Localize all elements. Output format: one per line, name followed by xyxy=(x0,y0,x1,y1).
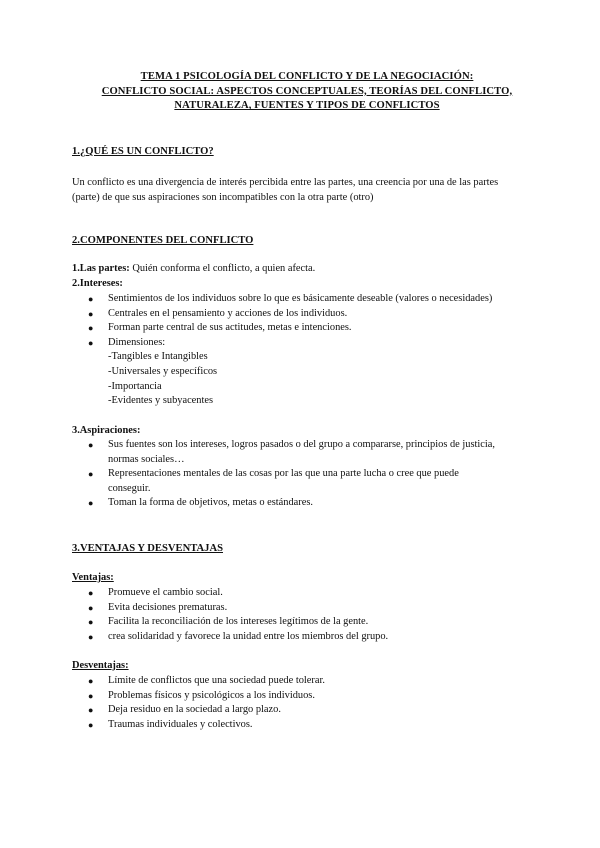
list-item: ● Traumas individuales y colectivos. xyxy=(72,718,542,733)
dimension-item: -Tangibles e Intangibles xyxy=(108,351,208,363)
partes-text: Quién conforma el conflicto, a quien afecta. xyxy=(129,263,316,274)
ventajas-label: Ventajas: xyxy=(72,572,114,583)
list-item: ● Dimensiones: xyxy=(72,336,542,351)
bullet-icon: ● xyxy=(88,440,94,450)
dimension-item: -Importancia xyxy=(108,380,162,392)
bullet-icon: ● xyxy=(88,469,94,480)
bullet-icon: ● xyxy=(88,719,94,730)
dimension-item: -Universales y específicos xyxy=(108,365,218,377)
aspiraciones-list xyxy=(72,438,542,511)
title-line-3: NATURALEZA, FUENTES Y TIPOS DE CONFLICTOS xyxy=(174,100,440,112)
partes-paragraph xyxy=(72,262,542,277)
dimension-item: -Evidentes y subyacentes xyxy=(108,395,214,407)
list-item: ● Sentimientos de los individuos sobre lo que es básicamente deseable (valores o necesidades) xyxy=(72,292,542,307)
bullet-icon: ● xyxy=(88,337,94,348)
section-1-paragraph xyxy=(72,176,542,205)
aspiraciones-label: 3.Aspiraciones: xyxy=(72,425,141,436)
paragraph-line: (parte) de que sus aspiraciones son incompatibles con la otra parte (otro) xyxy=(72,191,374,203)
list-item: ● Evita decisiones prematuras. xyxy=(72,601,542,616)
list-item: ● Sus fuentes son los intereses, logros pasados o del grupo a compararse, principios de justicia, normas sociales… xyxy=(88,439,495,465)
paragraph-line: Un conflicto es una divergencia de interés percibida entre las partes, una creencia por una de las partes xyxy=(72,177,499,188)
list-item: ● Toman la forma de objetivos, metas o estándares. xyxy=(72,496,542,511)
bullet-icon: ● xyxy=(88,498,94,509)
dimensiones-list xyxy=(72,350,542,408)
desventajas-list xyxy=(72,674,542,732)
section-2-heading: 2.COMPONENTES DEL CONFLICTO xyxy=(72,235,254,246)
bullet-icon: ● xyxy=(88,323,94,334)
intereses-list xyxy=(72,292,542,409)
list-item: ● Centrales en el pensamiento y acciones de los individuos. xyxy=(72,307,542,322)
list-item: ● Facilita la reconciliación de los intereses legítimos de la gente. xyxy=(72,615,542,630)
list-item: ● crea solidaridad y favorece la unidad entre los miembros del grupo. xyxy=(72,630,542,645)
list-item: ● Representaciones mentales de las cosas por las que una parte lucha o cree que puede conseguir. xyxy=(88,468,459,494)
bullet-icon: ● xyxy=(88,308,94,319)
list-item: ● Forman parte central de sus actitudes, metas e intenciones. xyxy=(72,321,542,336)
title-line-1: TEMA 1 PSICOLOGÍA DEL CONFLICTO Y DE LA NEGOCIACIÓN: xyxy=(140,71,474,82)
list-item: ● Problemas físicos y psicológicos a los individuos. xyxy=(72,689,542,704)
bullet-icon: ● xyxy=(88,676,94,686)
bullet-icon: ● xyxy=(88,690,94,701)
title-line-2: CONFLICTO SOCIAL: ASPECTOS CONCEPTUALES, TEORÍAS DEL CONFLICTO, xyxy=(101,85,513,97)
bullet-icon: ● xyxy=(88,294,94,304)
bullet-icon: ● xyxy=(88,631,94,642)
document-title xyxy=(72,70,542,114)
desventajas-label: Desventajas: xyxy=(72,660,129,671)
partes-label: 1.Las partes: xyxy=(72,263,130,274)
list-item: ● Deja residuo en la sociedad a largo plazo. xyxy=(72,703,542,718)
list-item: ● Promueve el cambio social. xyxy=(72,586,542,601)
intereses-label: 2.Intereses: xyxy=(72,278,123,289)
bullet-icon: ● xyxy=(88,602,94,613)
section-3-heading: 3.VENTAJAS Y DESVENTAJAS xyxy=(72,543,223,554)
bullet-icon: ● xyxy=(88,617,94,628)
list-item: ● Límite de conflictos que una sociedad puede tolerar. xyxy=(72,674,542,689)
section-1-heading: 1.¿QUÉ ES UN CONFLICTO? xyxy=(72,146,214,157)
ventajas-list xyxy=(72,586,542,644)
bullet-icon: ● xyxy=(88,588,94,598)
bullet-icon: ● xyxy=(88,705,94,716)
